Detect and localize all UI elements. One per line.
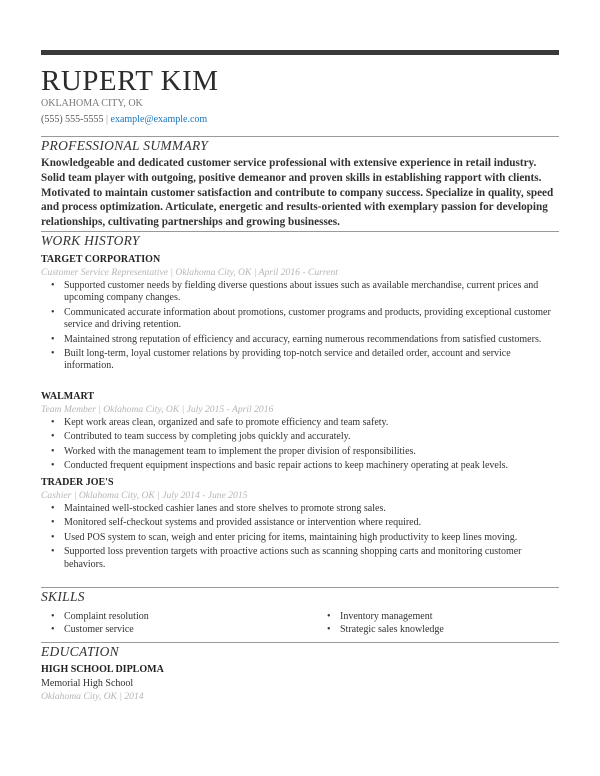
section-divider [41,587,559,588]
summary-text: Knowledgeable and dedicated customer service professional with extensive experience in retail industry. Solid team player with outgoing, positive demeanor and proven skills in establishing rapport with clients. Motivated to maintain customer satisfaction and contribute to company success. Specialize in quality, speed and process optimization. Articulate, energetic and results-oriented with exemplary passion for developing relationships, cultivating partnerships and growing businesses. [41,157,554,229]
education-heading: EDUCATION [41,644,119,659]
list-item: • Maintained well-stocked cashier lanes and store shelves to promote strong sales. [64,503,559,515]
list-item: • Worked with the management team to implement the proper division of responsibilities. [64,446,559,458]
list-item: • Maintained strong reputation of efficiency and accuracy, earning numerous recommendations from satisfied customers. [64,334,559,346]
email-link[interactable]: example@example.com [110,114,208,125]
job-meta: Customer Service Representative | Oklahoma City, OK | April 2016 - Current [41,267,338,278]
job-company: TARGET CORPORATION [41,254,161,265]
skills-list-left [41,610,149,636]
section-divider [41,136,559,137]
section-divider [41,642,559,643]
list-item: • Strategic sales knowledge [340,623,444,636]
contact-separator: | [106,114,109,125]
list-item: • Complaint resolution [64,610,149,623]
skills-heading: SKILLS [41,589,85,604]
job-bullets [41,417,559,475]
header-top-bar [41,50,559,55]
list-item: • Supported loss prevention targets with proactive actions such as scanning shopping carts and monitoring customer behaviors. [64,546,559,571]
list-item: • Used POS system to scan, weigh and enter pricing for items, maintaining high productivity to keep lines moving. [64,532,559,544]
list-item: • Communicated accurate information about promotions, customer programs and products, providing exceptional customer service and driving retention. [64,307,559,332]
skills-list-right [317,610,444,636]
work-history-heading: WORK HISTORY [41,233,140,248]
list-item: • Supported customer needs by fielding diverse questions about issues such as available merchandise, current prices and upcoming company changes. [64,280,559,305]
section-divider [41,231,559,232]
education-degree: HIGH SCHOOL DIPLOMA [41,664,164,675]
candidate-location: OKLAHOMA CITY, OK [41,98,143,109]
list-item: • Monitored self-checkout systems and provided assistance or intervention where required. [64,517,559,529]
candidate-name: RUPERT KIM [41,65,219,97]
job-company: WALMART [41,391,94,402]
job-company: TRADER JOE'S [41,477,114,488]
list-item: • Conducted frequent equipment inspections and basic repair actions to keep machinery operating at peak levels. [64,460,559,472]
list-item: • Built long-term, loyal customer relations by providing top-notch service and detailed order, account and service information. [64,348,559,373]
list-item: • Inventory management [340,610,444,623]
phone-number: (555) 555-5555 [41,114,104,125]
list-item: • Contributed to team success by completing jobs quickly and accurately. [64,431,559,443]
job-bullets [41,280,559,375]
education-school: Memorial High School [41,678,134,689]
list-item: • Customer service [64,623,149,636]
summary-heading: PROFESSIONAL SUMMARY [41,138,209,153]
job-meta: Cashier | Oklahoma City, OK | July 2014 - June 2015 [41,490,248,501]
job-bullets [41,503,559,573]
list-item: • Kept work areas clean, organized and safe to promote efficiency and team safety. [64,417,559,429]
contact-line [41,114,207,125]
job-meta: Team Member | Oklahoma City, OK | July 2015 - April 2016 [41,404,274,415]
education-meta: Oklahoma City, OK | 2014 [41,691,144,702]
